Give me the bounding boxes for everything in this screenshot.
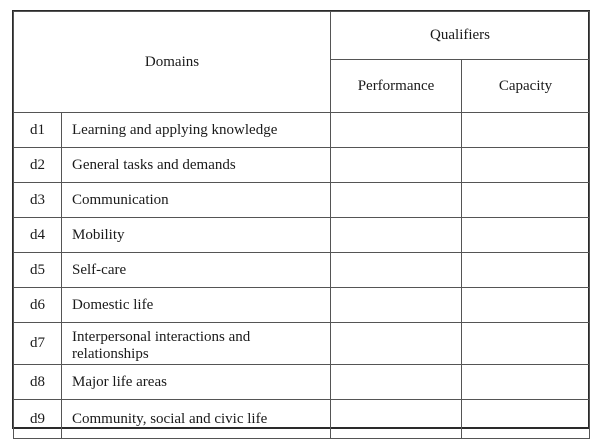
table-row	[14, 323, 590, 365]
table-row	[14, 288, 590, 323]
domain-label: Self-care	[62, 253, 331, 288]
capacity-cell[interactable]	[462, 253, 590, 288]
capacity-cell[interactable]	[462, 183, 590, 218]
performance-cell[interactable]	[331, 183, 462, 218]
performance-cell[interactable]	[331, 218, 462, 253]
domain-label: Learning and applying knowledge	[62, 113, 331, 148]
capacity-cell[interactable]	[462, 400, 590, 439]
qualifiers-header: Qualifiers	[331, 12, 590, 60]
capacity-cell[interactable]	[462, 113, 590, 148]
domain-label: Community, social and civic life	[62, 400, 331, 439]
table-row	[14, 365, 590, 400]
icf-domains-table	[13, 11, 590, 439]
table-row	[14, 253, 590, 288]
capacity-header: Capacity	[462, 60, 590, 113]
domain-label: General tasks and demands	[62, 148, 331, 183]
performance-cell[interactable]	[331, 288, 462, 323]
performance-cell[interactable]	[331, 365, 462, 400]
domain-code: d6	[14, 288, 62, 323]
capacity-cell[interactable]	[462, 365, 590, 400]
domain-label: Interpersonal interactions and relationships	[62, 323, 331, 365]
table-row	[14, 148, 590, 183]
performance-header: Performance	[331, 60, 462, 113]
domain-label: Major life areas	[62, 365, 331, 400]
performance-cell[interactable]	[331, 113, 462, 148]
domain-code: d5	[14, 253, 62, 288]
domain-code: d3	[14, 183, 62, 218]
domain-code: d9	[14, 400, 62, 439]
domain-code: d1	[14, 113, 62, 148]
domain-code: d8	[14, 365, 62, 400]
performance-cell[interactable]	[331, 323, 462, 365]
domain-code: d7	[14, 323, 62, 365]
domain-label: Domestic life	[62, 288, 331, 323]
table-row	[14, 400, 590, 439]
capacity-cell[interactable]	[462, 323, 590, 365]
capacity-cell[interactable]	[462, 288, 590, 323]
capacity-cell[interactable]	[462, 148, 590, 183]
capacity-cell[interactable]	[462, 218, 590, 253]
performance-cell[interactable]	[331, 148, 462, 183]
table-row	[14, 183, 590, 218]
domain-label: Communication	[62, 183, 331, 218]
table-row	[14, 218, 590, 253]
performance-cell[interactable]	[331, 400, 462, 439]
domain-code: d2	[14, 148, 62, 183]
domain-label: Mobility	[62, 218, 331, 253]
table-row	[14, 113, 590, 148]
performance-cell[interactable]	[331, 253, 462, 288]
domain-code: d4	[14, 218, 62, 253]
domains-header: Domains	[14, 12, 331, 113]
